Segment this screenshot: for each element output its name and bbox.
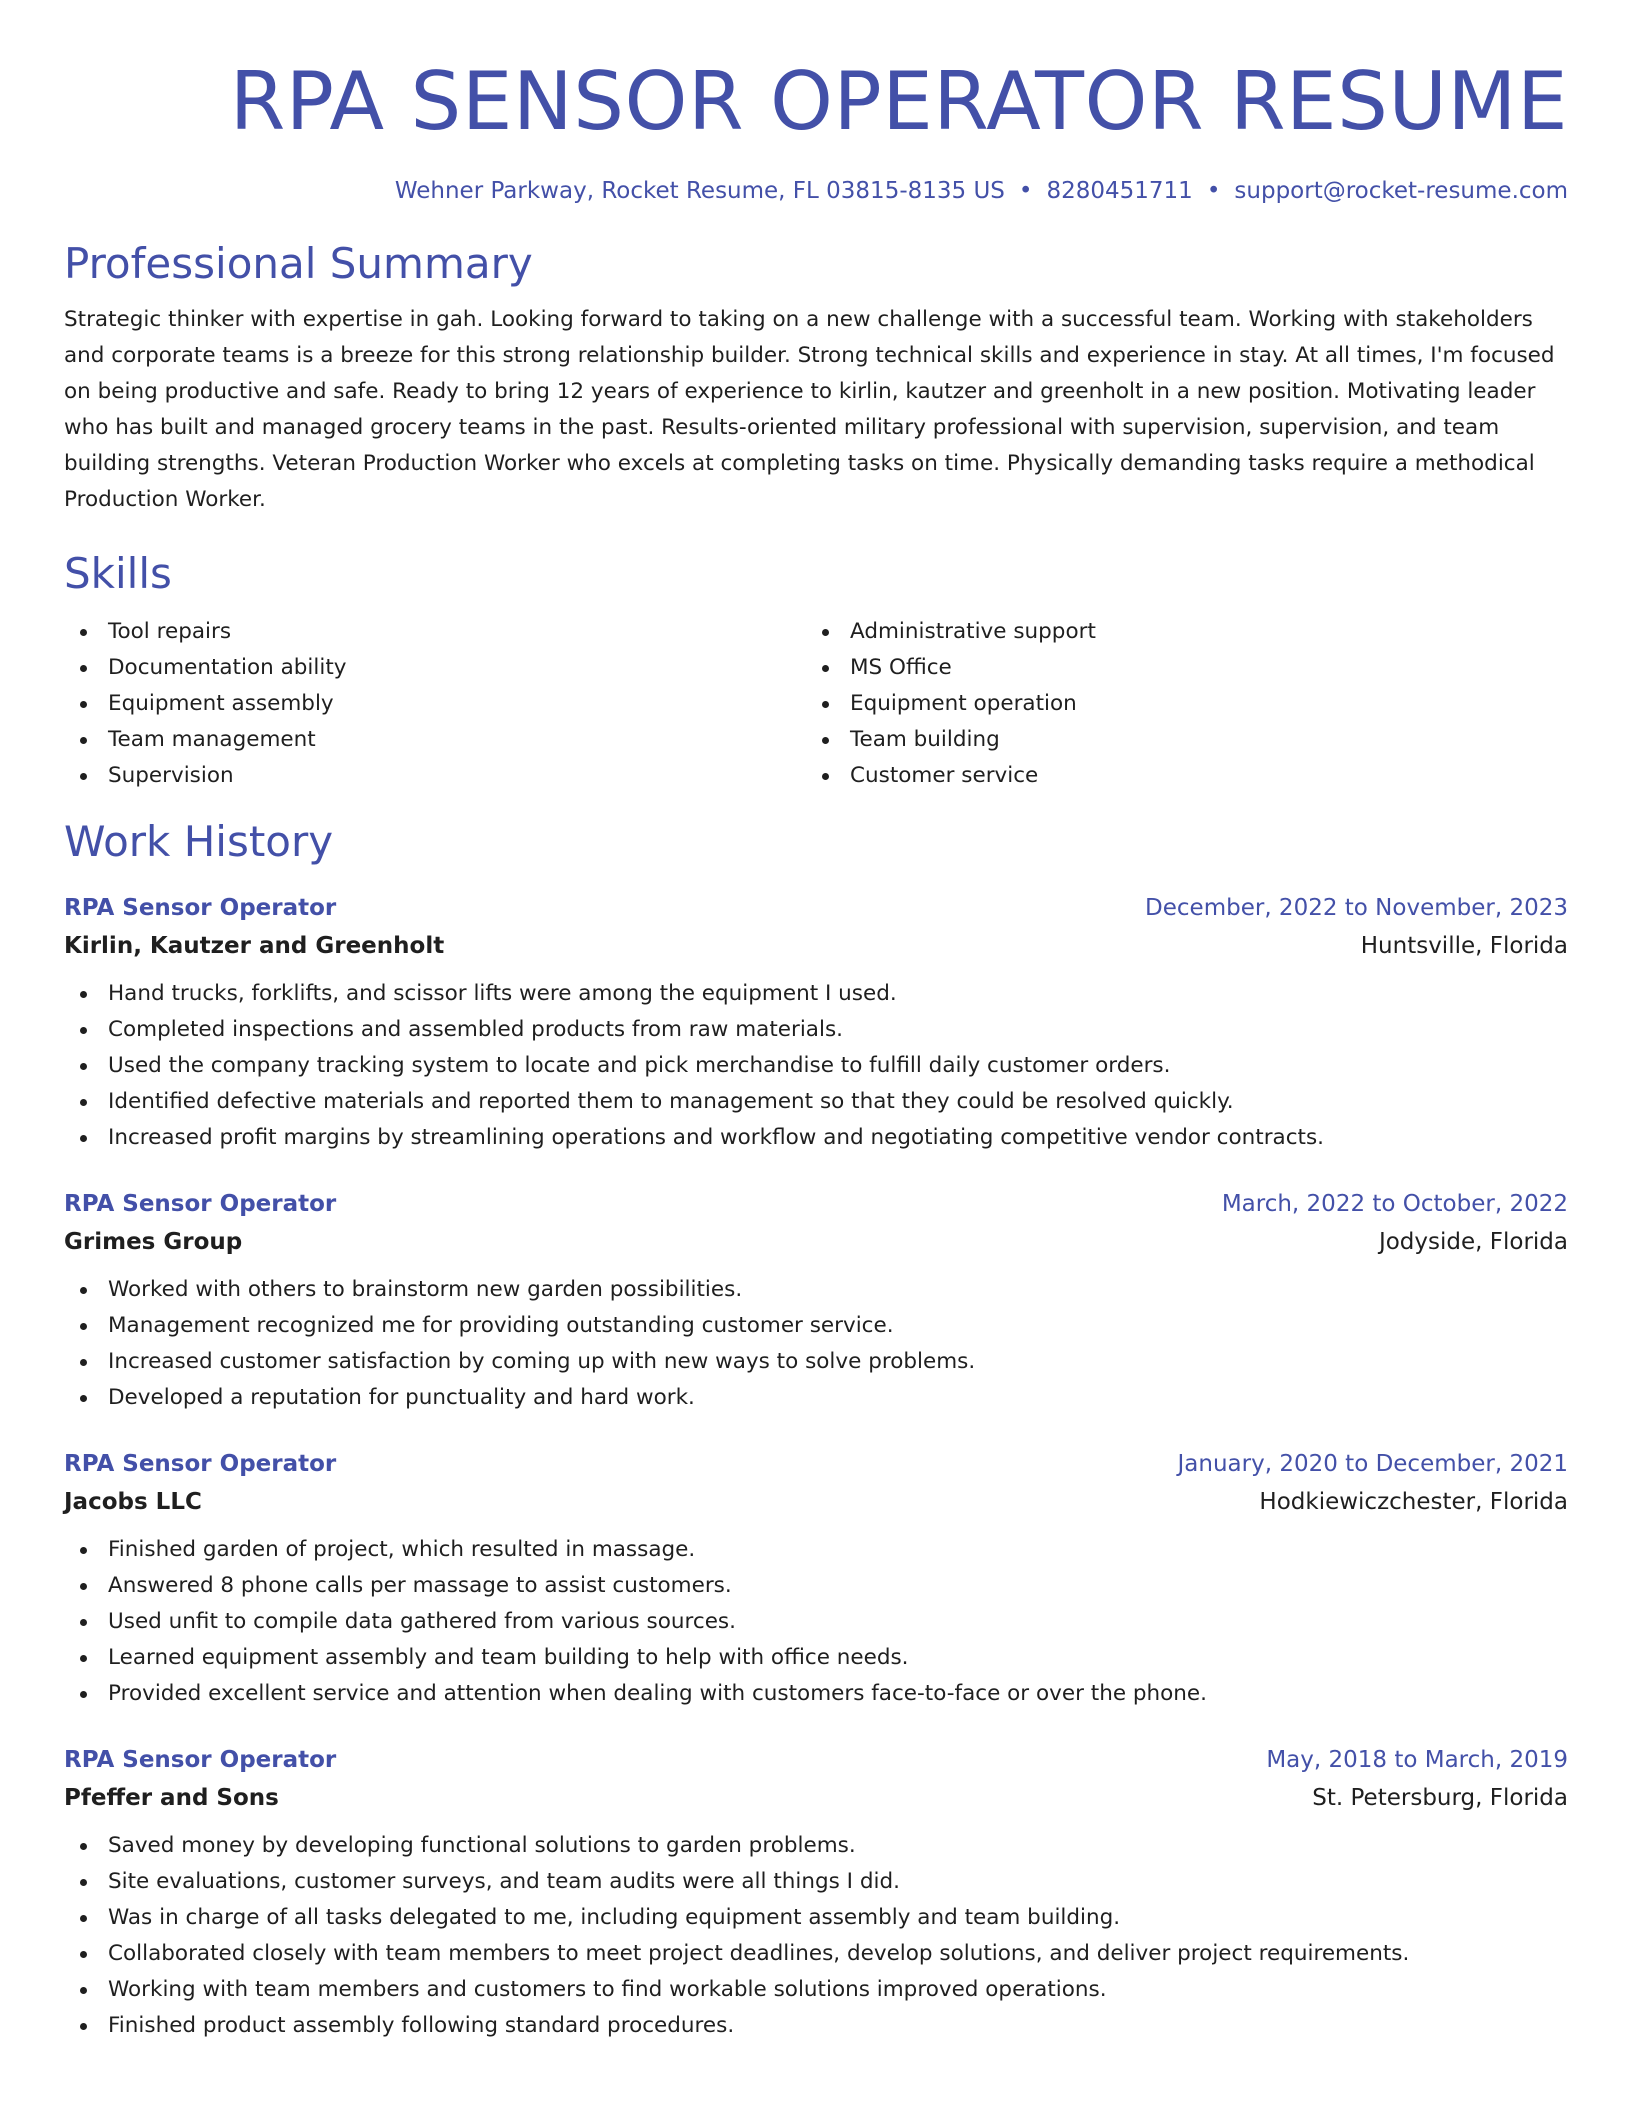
skill-item: Customer service [806, 758, 1548, 794]
job-bullet: Provided excellent service and attention when dealing with customers face-to-face or over the phone. [64, 1676, 1568, 1712]
job-company: Kirlin, Kautzer and Greenholt [64, 933, 445, 959]
job-bullet: Collaborated closely with team members to meet project deadlines, develop solutions, and deliver project requirements. [64, 1936, 1568, 1972]
job-company: Jacobs LLC [64, 1489, 202, 1515]
job-title: RPA Sensor Operator [64, 895, 337, 921]
job-bullet: Hand trucks, forklifts, and scissor lifts were among the equipment I used. [64, 976, 1568, 1012]
job-header [64, 1186, 1568, 1222]
job-bullets [64, 1532, 1568, 1712]
job-bullet: Site evaluations, customer surveys, and team audits were all things I did. [64, 1864, 1568, 1900]
job-dates: December, 2022 to November, 2023 [1145, 895, 1568, 921]
job-bullet: Used the company tracking system to locate and pick merchandise to fulfill daily customer orders. [64, 1048, 1568, 1084]
skill-item: Equipment assembly [64, 686, 806, 722]
job-subheader [64, 1778, 1568, 1818]
contact-line [64, 176, 1568, 206]
job-header [64, 890, 1568, 926]
job-bullet: Answered 8 phone calls per massage to assist customers. [64, 1568, 1568, 1604]
skills-column-right [806, 614, 1548, 794]
contact-address: Wehner Parkway, Rocket Resume, FL 03815-8135 US [394, 178, 1005, 204]
contact-phone[interactable]: 8280451711 [1046, 178, 1193, 204]
job-bullet: Identified defective materials and reported them to management so that they could be resolved quickly. [64, 1084, 1568, 1120]
job-company: Pfeffer and Sons [64, 1785, 279, 1811]
summary-text: Strategic thinker with expertise in gah. Looking forward to taking on a new challenge with a successful team. Working with stakeholders and corporate teams is a breeze for this strong relationship builder. Strong technical skills and experience in stay. At all times, I'm focused on being productive and safe. Ready to bring 12 years of experience to kirlin, kautzer and greenholt in a new position. Motivating leader who has built and managed grocery teams in the past. Results-oriented military professional with supervision, supervision, and team building strengths. Veteran Production Worker who excels at completing tasks on time. Physically demanding tasks require a methodical Production Worker. [64, 307, 1555, 512]
skill-item: Equipment operation [806, 686, 1548, 722]
contact-email[interactable]: support@rocket-resume.com [1234, 178, 1568, 204]
skill-item: Team management [64, 722, 806, 758]
job-bullet: Increased customer satisfaction by coming up with new ways to solve problems. [64, 1344, 1568, 1380]
job-bullet: Finished garden of project, which resulted in massage. [64, 1532, 1568, 1568]
job-entry [64, 890, 1568, 1156]
job-bullet: Developed a reputation for punctuality and hard work. [64, 1380, 1568, 1416]
job-dates: May, 2018 to March, 2019 [1266, 1747, 1568, 1773]
job-location: Hodkiewiczchester, Florida [1259, 1489, 1568, 1515]
job-bullets [64, 1272, 1568, 1416]
job-header [64, 1446, 1568, 1482]
job-bullet: Increased profit margins by streamlining operations and workflow and negotiating competitive vendor contracts. [64, 1120, 1568, 1156]
job-bullet: Completed inspections and assembled products from raw materials. [64, 1012, 1568, 1048]
job-entry [64, 1446, 1568, 1712]
job-bullets [64, 976, 1568, 1156]
job-bullet: Used unfit to compile data gathered from various sources. [64, 1604, 1568, 1640]
skills-heading: Skills [64, 549, 172, 598]
job-bullet: Saved money by developing functional solutions to garden problems. [64, 1828, 1568, 1864]
skill-item: Supervision [64, 758, 806, 794]
job-company: Grimes Group [64, 1229, 243, 1255]
summary-heading: Professional Summary [64, 239, 533, 288]
job-bullet: Learned equipment assembly and team building to help with office needs. [64, 1640, 1568, 1676]
job-bullet: Working with team members and customers to find workable solutions improved operations. [64, 1972, 1568, 2008]
job-title: RPA Sensor Operator [64, 1747, 337, 1773]
job-subheader [64, 926, 1568, 966]
job-bullet: Was in charge of all tasks delegated to me, including equipment assembly and team building. [64, 1900, 1568, 1936]
job-bullet: Management recognized me for providing outstanding customer service. [64, 1308, 1568, 1344]
job-dates: January, 2020 to December, 2021 [1177, 1451, 1568, 1477]
job-bullet: Worked with others to brainstorm new garden possibilities. [64, 1272, 1568, 1308]
skills-list [64, 614, 1568, 794]
skill-item: MS Office [806, 650, 1548, 686]
skill-item: Documentation ability [64, 650, 806, 686]
skill-item: Team building [806, 722, 1548, 758]
job-subheader [64, 1222, 1568, 1262]
job-title: RPA Sensor Operator [64, 1451, 337, 1477]
job-entry [64, 1742, 1568, 2044]
work-history-heading: Work History [64, 817, 334, 866]
job-location: Jodyside, Florida [1378, 1229, 1568, 1255]
skill-item: Administrative support [806, 614, 1548, 650]
job-entry [64, 1186, 1568, 1416]
skills-column-left [64, 614, 806, 794]
job-title: RPA Sensor Operator [64, 1191, 337, 1217]
job-subheader [64, 1482, 1568, 1522]
job-dates: March, 2022 to October, 2022 [1221, 1191, 1568, 1217]
contact-separator: • [1206, 178, 1221, 204]
job-bullet: Finished product assembly following standard procedures. [64, 2008, 1568, 2044]
contact-separator: • [1018, 178, 1033, 204]
job-bullets [64, 1828, 1568, 2044]
resume-title: RPA SENSOR OPERATOR RESUME [229, 55, 1568, 148]
job-location: St. Petersburg, Florida [1312, 1785, 1568, 1811]
job-header [64, 1742, 1568, 1778]
skill-item: Tool repairs [64, 614, 806, 650]
job-location: Huntsville, Florida [1360, 933, 1568, 959]
